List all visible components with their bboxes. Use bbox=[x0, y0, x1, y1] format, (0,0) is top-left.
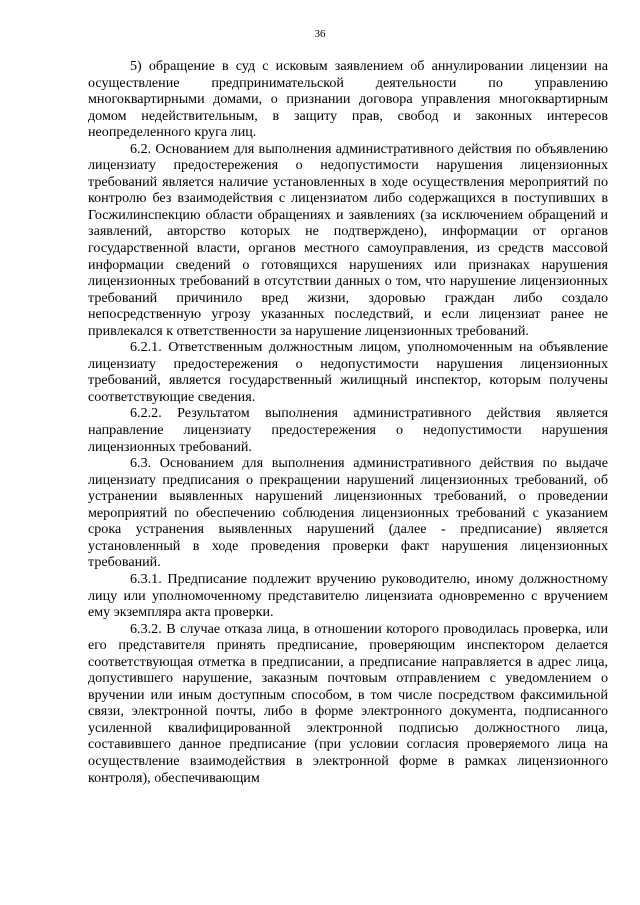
document-body bbox=[88, 58, 608, 786]
paragraph-item-5: 5) обращение в суд с исковым заявлением об аннулировании лицензии на осуществление предпринимательской деятельности по управлению многоквартирными домами, о признании договора управления многоквартирным домом недействительным, в защиту прав, свобод и законных интересов неопределенного круга лиц. bbox=[88, 58, 608, 141]
paragraph-6-3: 6.3. Основанием для выполнения административного действия по выдаче лицензиату предписания о прекращении нарушений лицензионных требований, об устранении выявленных нарушений лицензионных требований, о проведении мероприятий по обеспечению соблюдения лицензионных требований с указанием срока устранения выявленных нарушений (далее - предписание) является установленный в ходе проведения проверки факт нарушения лицензионных требований. bbox=[88, 455, 608, 571]
paragraph-6-3-2: 6.3.2. В случае отказа лица, в отношении которого проводилась проверка, или его представителя принять предписание, проверяющим инспектором делается соответствующая отметка в предписании, а предписание направляется в адрес лица, допустившего нарушение, заказным почтовым отправлением с уведомлением о вручении или иным доступным способом, в том числе посредством факсимильной связи, электронной почты, либо в форме электронного документа, подписанного усиленной квалифицированной электронной подписью должностного лица, составившего данное предписание (при условии согласия проверяемого лица на осуществление взаимодействия в электронной форме в рамках лицензионного контроля), обеспечивающим bbox=[88, 620, 608, 786]
paragraph-6-2-1: 6.2.1. Ответственным должностным лицом, уполномоченным на объявление лицензиату предостережения о недопустимости нарушения лицензионных требований, является государственный жилищный инспектор, которым получены соответствующие сведения. bbox=[88, 339, 608, 405]
paragraph-6-2: 6.2. Основанием для выполнения административного действия по объявлению лицензиату предостережения о недопустимости нарушения лицензионных требований является наличие установленных в ходе осуществления мероприятий по контролю без взаимодействия с лицензиатом либо содержащихся в поступивших в Госжилинспекцию области обращениях и заявлениях (за исключением обращений и заявлений, авторство которых не подтверждено), информации от органов государственной власти, органов местного самоуправления, из средств массовой информации сведений о готовящихся нарушениях или признаках нарушения лицензионных требований в отсутствии данных о том, что нарушение лицензионных требований причинило вред жизни, здоровью граждан либо создало непосредственную угрозу указанных последствий, и если лицензиат ранее не привлекался к ответственности за нарушение лицензионных требований. bbox=[88, 140, 608, 339]
page-number: 36 bbox=[314, 28, 326, 40]
paragraph-6-3-1: 6.3.1. Предписание подлежит вручению руководителю, иному должностному лицу или уполномоченному представителю лицензиата одновременно с вручением ему экземпляра акта проверки. bbox=[88, 570, 608, 621]
paragraph-6-2-2: 6.2.2. Результатом выполнения административного действия является направление лицензиату предостережения о недопустимости нарушения лицензионных требований. bbox=[88, 405, 608, 455]
